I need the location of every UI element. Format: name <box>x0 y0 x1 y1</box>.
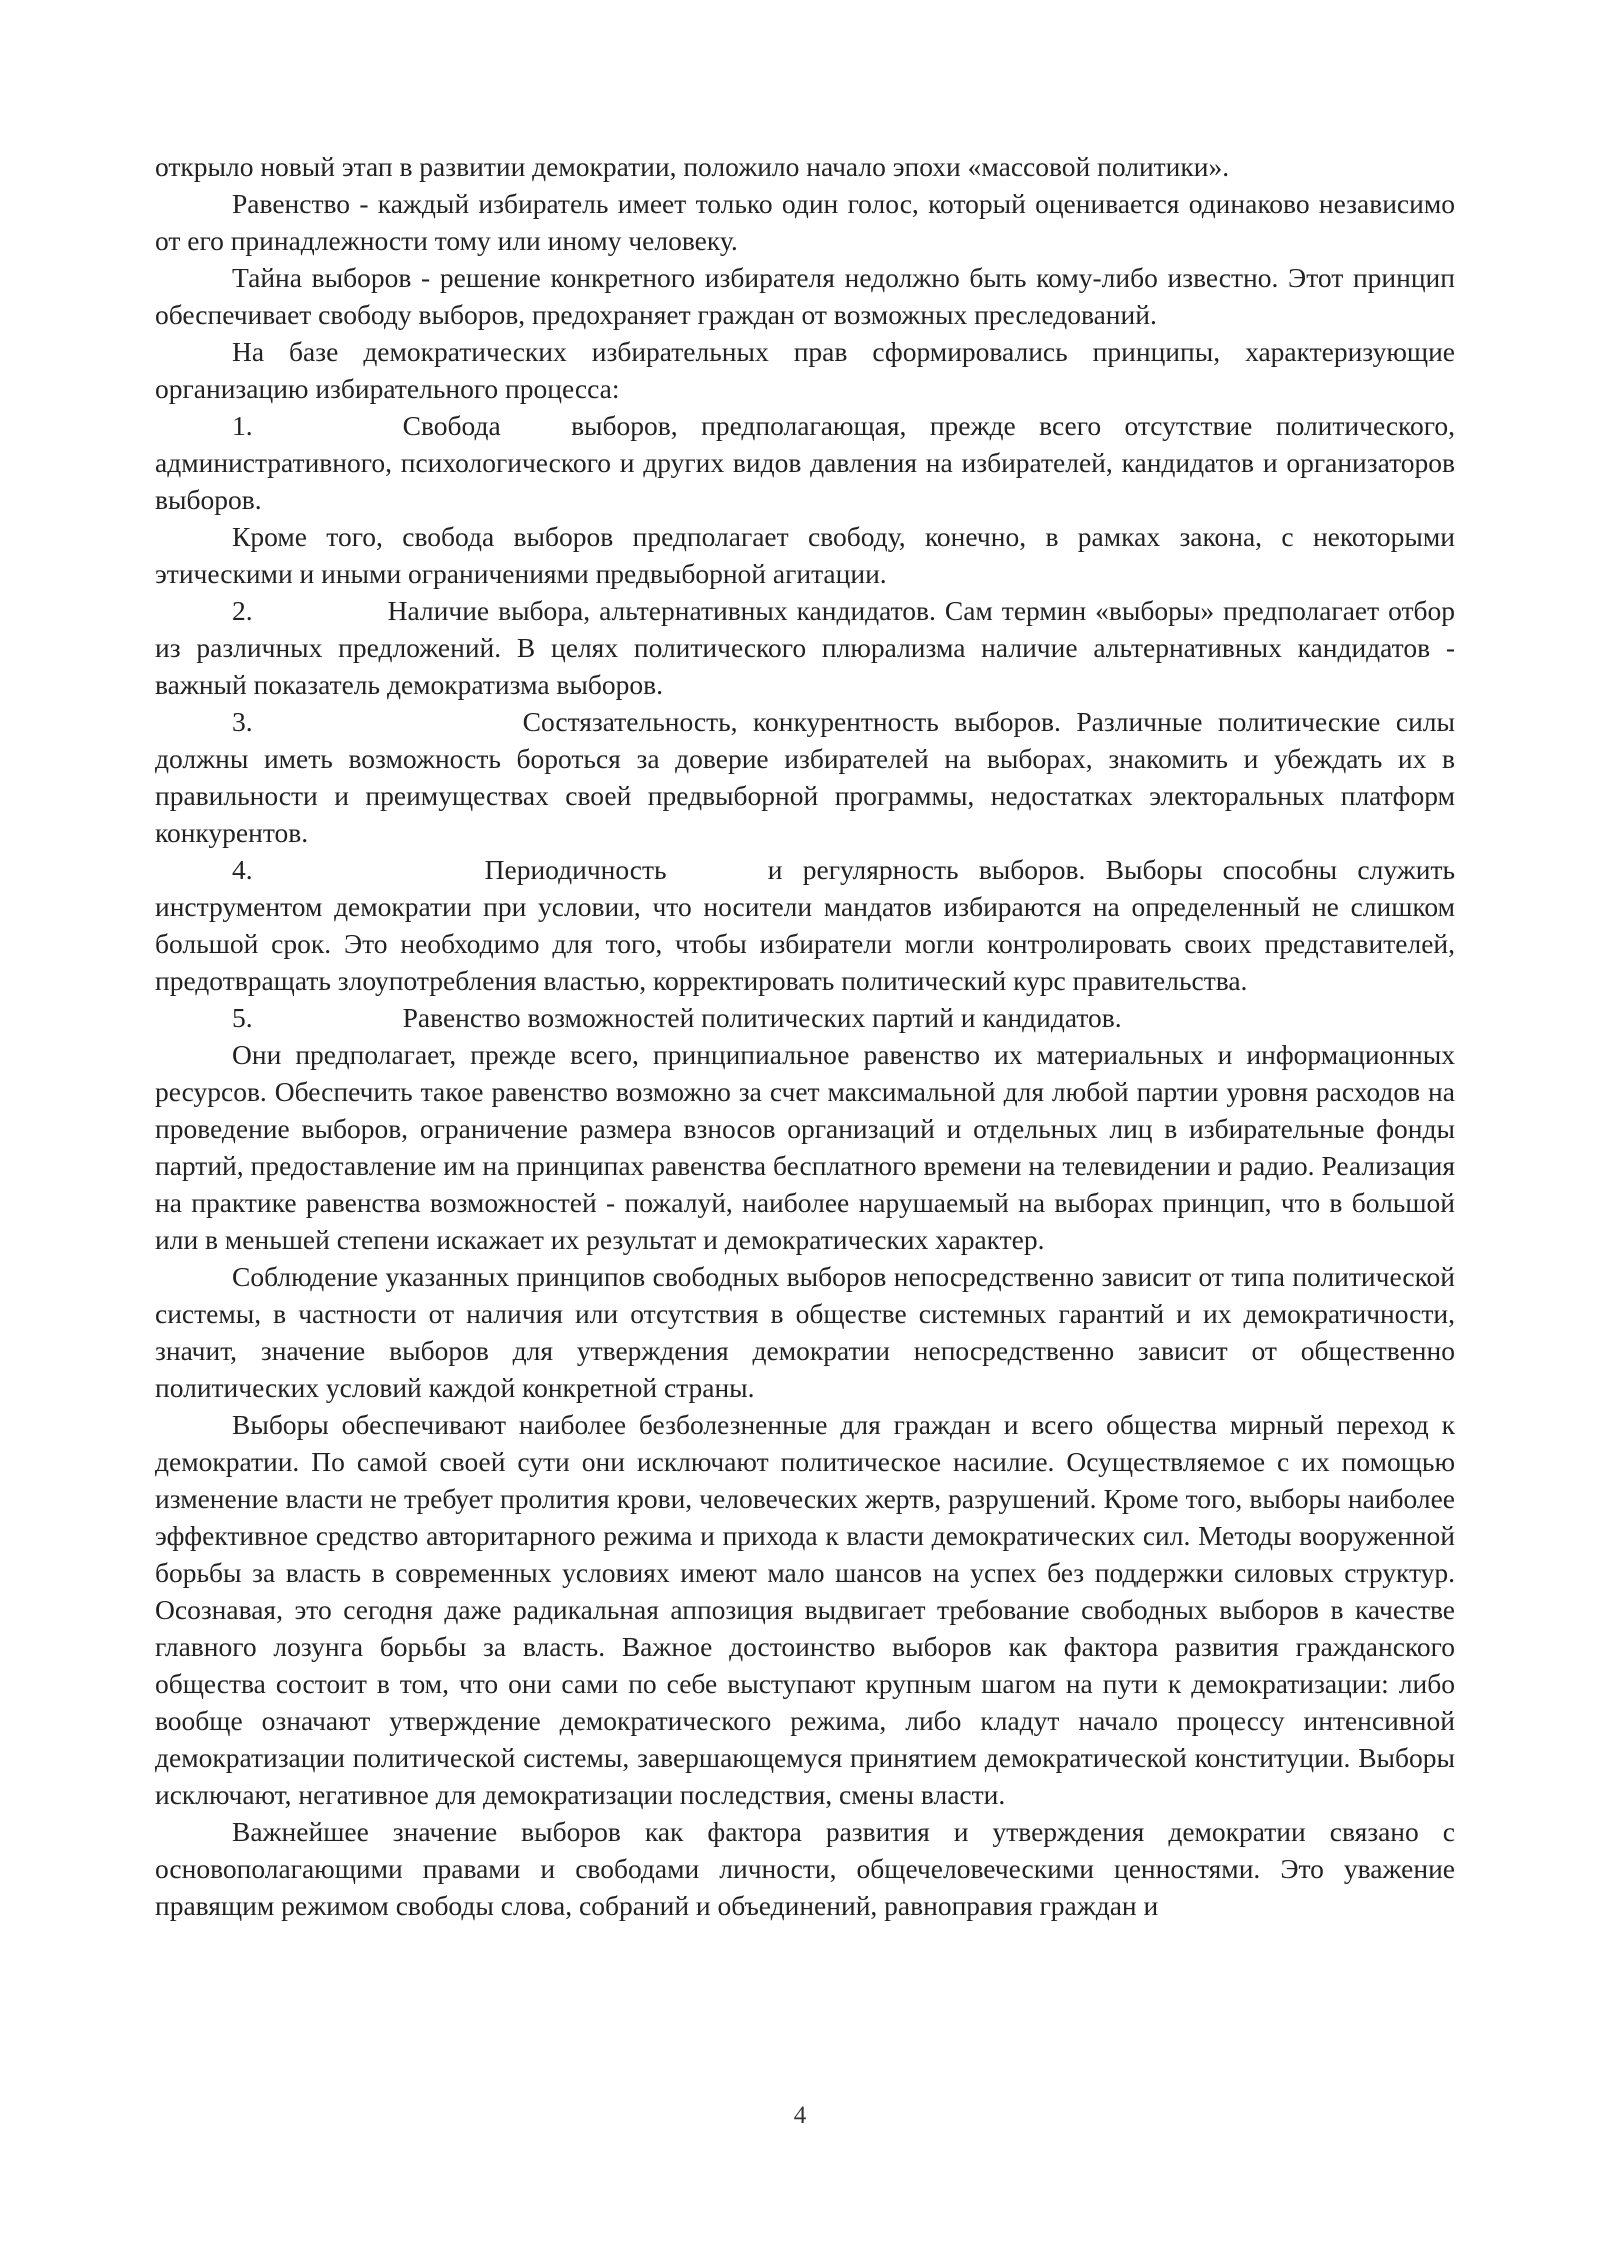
paragraph-equality: Равенство - каждый избиратель имеет только один голос, который оценивается одинаково независимо от его принадлежности тому или иному человеку. <box>155 188 1455 256</box>
list-text-5: Равенство возможностей политических партий и кандидатов. <box>402 1002 1122 1033</box>
paragraph-political-system: Соблюдение указанных принципов свободных выборов непосредственно зависит от типа политической системы, в частности от наличия или отсутствия в обществе системных гарантий и их демократичности, значит, значение выборов для утверждения демократии непосредственно зависит от общественно политических условий каждой конкретной страны. <box>155 1261 1455 1403</box>
list-item-2 <box>155 592 1455 703</box>
paragraph-secret-ballot: Тайна выборов - решение конкретного избирателя недолжно быть кому-либо известно. Этот принцип обеспечивает свободу выборов, предохраняет граждан от возможных преследований. <box>155 262 1455 330</box>
paragraph-equal-resources: Они предполагает, прежде всего, принципиальное равенство их материальных и информационных ресурсов. Обеспечить такое равенство возможно за счет максимальной для любой партии уровня расходов на проведение выборов, ограничение размера взносов организаций и отдельных лиц в избирательные фонды партий, предоставление им на принципах равенства бесплатного времени на телевидении и радио. Реализация на практике равенства возможностей - пожалуй, наиболее нарушаемый на выборах принцип, что в большой или в меньшей степени искажает их результат и демократических характер. <box>155 1039 1455 1255</box>
list-item-3 <box>155 703 1455 851</box>
list-text-1: Свобода выборов, предполагающая, прежде всего отсутствие политического, административного, психологического и других видов давления на избирателей, кандидатов и организаторов выборов. <box>155 410 1462 515</box>
list-number-2: 2. <box>232 595 253 626</box>
list-text-4: Периодичность и регулярность выборов. Выборы способны служить инструментом демократии при условии, что носители мандатов избираются на определенный не слишком большой срок. Это необходимо для того, чтобы избиратели могли контролировать своих представителей, предотвращать злоупотребления властью, корректировать политический курс правительства. <box>155 854 1462 996</box>
paragraph-human-rights: Важнейшее значение выборов как фактора развития и утверждения демократии связано с основополагающими правами и свободами личности, общечеловеческими ценностями. Это уважение правящим режимом свободы слова, собраний и объединений, равноправия граждан и <box>155 1816 1455 1921</box>
list-text-3: Состязательность, конкурентность выборов. Различные политические силы должны иметь возможность бороться за доверие избирателей на выборах, знакомить и убеждать их в правильности и преимуществах своей предвыборной программы, недостатках электоральных платформ конкурентов. <box>155 706 1455 848</box>
list-item-4 <box>155 851 1462 999</box>
document-page <box>155 148 1462 2148</box>
paragraph-freedom-detail: Кроме того, свобода выборов предполагает свободу, конечно, в рамках закона, с некоторыми этическими и иными ограничениями предвыборной агитации. <box>155 521 1455 589</box>
list-number-5: 5. <box>232 1002 253 1033</box>
paragraph-peaceful-transition: Выборы обеспечивают наиболее безболезненные для граждан и всего общества мирный переход к демократии. По самой своей сути они исключают политическое насилие. Осуществляемое с их помощью изменение власти не требует пролития крови, человеческих жертв, разрушений. Кроме того, выборы наиболее эффективное средство авторитарного режима и прихода к власти демократических сил. Методы вооруженной борьбы за власть в современных условиях имеют мало шансов на успех без поддержки силовых структур. Осознавая, это сегодня даже радикальная аппозиция выдвигает требование свободных выборов в качестве главного лозунга борьбы за власть. Важное достоинство выборов как фактора развития гражданского общества состоит в том, что они сами по себе выступают крупным шагом на пути к демократизации: либо вообще означают утверждение демократического режима, либо кладут начало процессу интенсивной демократизации политической системы, завершающемуся принятием демократической конституции. Выборы исключают, негативное для демократизации последствия, смены власти. <box>155 1409 1455 1810</box>
paragraph-continuation: открыло новый этап в развитии демократии, положило начало эпохи «массовой политики». <box>155 151 1230 182</box>
list-number-1: 1. <box>232 410 253 441</box>
list-text-2: Наличие выбора, альтернативных кандидатов. Сам термин «выборы» предполагает отбор из различных предложений. В целях политического плюрализма наличие альтернативных кандидатов - важный показатель демократизма выборов. <box>155 595 1455 700</box>
paragraph-principles-intro: На базе демократических избирательных прав сформировались принципы, характеризующие организацию избирательного процесса: <box>155 336 1455 404</box>
list-item-1 <box>155 407 1462 518</box>
list-number-3: 3. <box>232 706 253 737</box>
list-item-5 <box>155 999 1455 1036</box>
page-number: 4 <box>793 2102 807 2129</box>
list-number-4: 4. <box>232 854 253 885</box>
